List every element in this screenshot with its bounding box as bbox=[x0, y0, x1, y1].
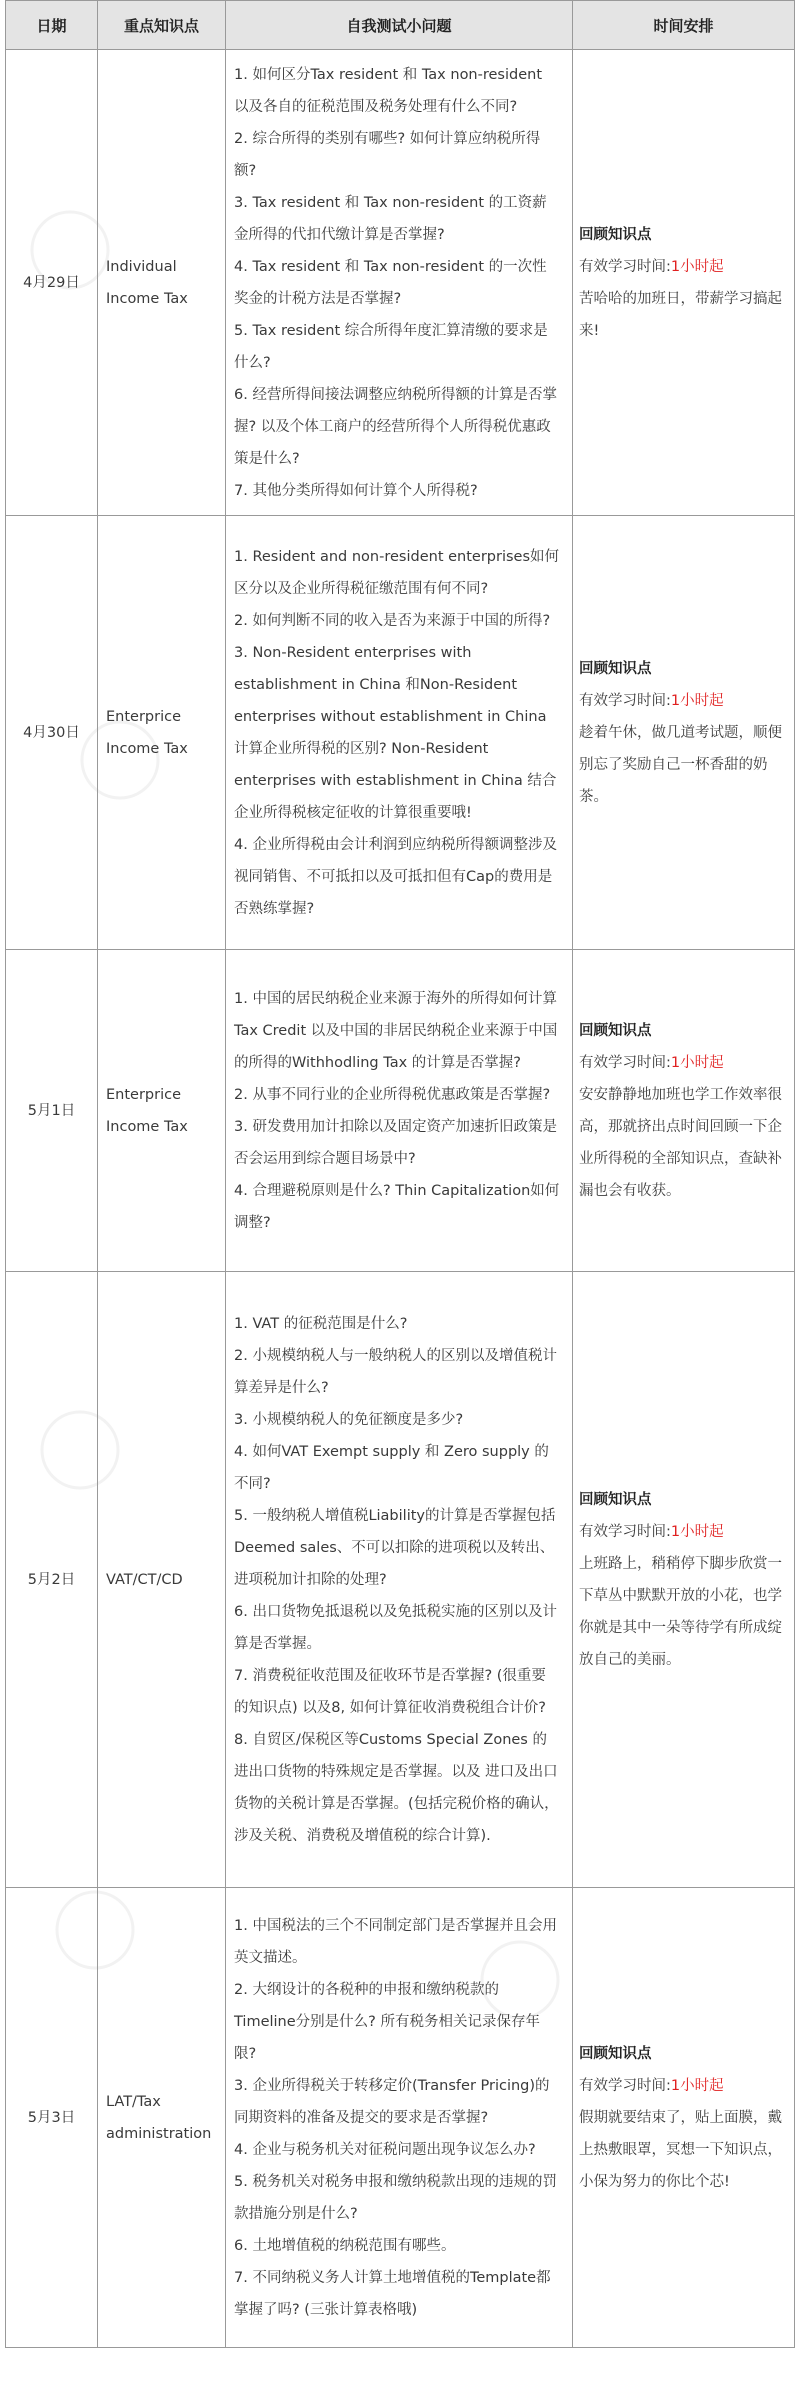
time-value: 1小时起 bbox=[670, 1523, 724, 1540]
table-row bbox=[6, 950, 795, 1272]
row-schedule bbox=[573, 950, 795, 1272]
question-item: 1. VAT 的征税范围是什么? bbox=[234, 1315, 408, 1332]
row-date: 5月2日 bbox=[6, 1272, 98, 1888]
schedule-title: 回顾知识点 bbox=[579, 226, 652, 243]
time-label: 有效学习时间: bbox=[579, 1054, 671, 1071]
question-item: 2. 小规模纳税人与一般纳税人的区别以及增值税计算差异是什么? bbox=[234, 1347, 557, 1396]
time-value: 1小时起 bbox=[670, 2077, 724, 2094]
table-row bbox=[6, 516, 795, 950]
table-row bbox=[6, 1272, 795, 1888]
row-questions bbox=[226, 1272, 573, 1888]
question-item: 2. 如何判断不同的收入是否为来源于中国的所得? bbox=[234, 612, 551, 629]
question-item: 4. 合理避税原则是什么? Thin Capitalization如何调整? bbox=[234, 1182, 560, 1231]
row-schedule bbox=[573, 50, 795, 516]
schedule-title: 回顾知识点 bbox=[579, 1491, 652, 1508]
question-item: 3. 小规模纳税人的免征额度是多少? bbox=[234, 1411, 464, 1428]
table-row bbox=[6, 50, 795, 516]
question-item: 4. 企业所得税由会计利润到应纳税所得额调整涉及视同销售、不可抵扣以及可抵扣但有Cap的费用是否熟练掌握? bbox=[234, 836, 557, 917]
question-item: 5. 一般纳税人增值税Liability的计算是否掌握包括Deemed sales、不可以扣除的进项税以及转出、进项税加计扣除的处理? bbox=[234, 1507, 556, 1588]
question-item: 7. 其他分类所得如何计算个人所得税? bbox=[234, 482, 478, 499]
question-item: 3. Non-Resident enterprises with establishment in China 和Non-Resident enterprises without establishment in China 计算企业所得税的区别? Non-Resident enterprises with establishment in China 结合企业所得税核定征收的计算很重要哦! bbox=[234, 644, 557, 821]
question-item: 1. Resident and non-resident enterprises如何区分以及企业所得税征缴范围有何不同? bbox=[234, 548, 560, 597]
row-date: 5月1日 bbox=[6, 950, 98, 1272]
schedule-note: 安安静静地加班也学工作效率很高，那就挤出点时间回顾一下企业所得税的全部知识点，查缺补漏也会有收获。 bbox=[579, 1086, 782, 1199]
row-topic: Enterprice Income Tax bbox=[98, 950, 226, 1272]
schedule-note: 假期就要结束了，贴上面膜，戴上热敷眼罩，冥想一下知识点，小保为努力的你比个芯! bbox=[579, 2109, 782, 2190]
question-item: 2. 综合所得的类别有哪些? 如何计算应纳税所得额? bbox=[234, 130, 541, 179]
time-label: 有效学习时间: bbox=[579, 692, 671, 709]
row-questions bbox=[226, 950, 573, 1272]
row-questions bbox=[226, 50, 573, 516]
study-time bbox=[579, 2070, 782, 2102]
schedule-note: 上班路上，稍稍停下脚步欣赏一下草丛中默默开放的小花，也学你就是其中一朵等待学有所成绽放自己的美丽。 bbox=[579, 1555, 782, 1668]
question-item: 2. 大纲设计的各税种的申报和缴纳税款的Timeline分别是什么? 所有税务相关记录保存年限? bbox=[234, 1981, 540, 2062]
question-item: 7. 不同纳税义务人计算土地增值税的Template都掌握了吗? (三张计算表格哦) bbox=[234, 2269, 551, 2318]
time-value: 1小时起 bbox=[670, 1054, 724, 1071]
time-value: 1小时起 bbox=[670, 258, 724, 275]
question-item: 5. 税务机关对税务申报和缴纳税款出现的违规的罚款措施分别是什么? bbox=[234, 2173, 557, 2222]
question-item: 7. 消费税征收范围及征收环节是否掌握? (很重要的知识点) 以及8, 如何计算征收消费税组合计价? bbox=[234, 1667, 546, 1716]
row-topic: LAT/Tax administration bbox=[98, 1888, 226, 2348]
study-time bbox=[579, 1516, 782, 1548]
row-date: 4月30日 bbox=[6, 516, 98, 950]
row-schedule bbox=[573, 516, 795, 950]
schedule-note: 趁着午休，做几道考试题，顺便别忘了奖励自己一杯香甜的奶茶。 bbox=[579, 724, 782, 805]
schedule-title: 回顾知识点 bbox=[579, 660, 652, 677]
question-item: 6. 经营所得间接法调整应纳税所得额的计算是否掌握? 以及个体工商户的经营所得个人所得税优惠政策是什么? bbox=[234, 386, 557, 467]
time-label: 有效学习时间: bbox=[579, 2077, 671, 2094]
question-item: 8. 自贸区/保税区等Customs Special Zones 的进出口货物的特殊规定是否掌握。以及 进口及出口货物的关税计算是否掌握。(包括完税价格的确认，涉及关税、消费税及增值税的综合计算). bbox=[234, 1731, 559, 1844]
row-date: 4月29日 bbox=[6, 50, 98, 516]
row-schedule bbox=[573, 1888, 795, 2348]
question-item: 3. 研发费用加计扣除以及固定资产加速折旧政策是否会运用到综合题目场景中? bbox=[234, 1118, 557, 1167]
question-item: 6. 土地增值税的纳税范围有哪些。 bbox=[234, 2237, 456, 2254]
row-topic: Enterprice Income Tax bbox=[98, 516, 226, 950]
header-row bbox=[6, 1, 795, 50]
row-topic: VAT/CT/CD bbox=[98, 1272, 226, 1888]
header-questions: 自我测试小问题 bbox=[226, 1, 573, 50]
study-plan-table bbox=[5, 0, 795, 2348]
study-time bbox=[579, 251, 782, 283]
study-time bbox=[579, 1047, 782, 1079]
row-date: 5月3日 bbox=[6, 1888, 98, 2348]
header-schedule: 时间安排 bbox=[573, 1, 795, 50]
question-item: 1. 中国税法的三个不同制定部门是否掌握并且会用英文描述。 bbox=[234, 1917, 557, 1966]
question-item: 6. 出口货物免抵退税以及免抵税实施的区别以及计算是否掌握。 bbox=[234, 1603, 557, 1652]
time-label: 有效学习时间: bbox=[579, 1523, 671, 1540]
study-time bbox=[579, 685, 782, 717]
time-label: 有效学习时间: bbox=[579, 258, 671, 275]
schedule-title: 回顾知识点 bbox=[579, 2045, 652, 2062]
header-topic: 重点知识点 bbox=[98, 1, 226, 50]
question-item: 4. Tax resident 和 Tax non-resident 的一次性奖金的计税方法是否掌握? bbox=[234, 258, 547, 307]
time-value: 1小时起 bbox=[670, 692, 724, 709]
row-questions bbox=[226, 516, 573, 950]
table-row bbox=[6, 1888, 795, 2348]
schedule-title: 回顾知识点 bbox=[579, 1022, 652, 1039]
question-item: 3. Tax resident 和 Tax non-resident 的工资薪金所得的代扣代缴计算是否掌握? bbox=[234, 194, 547, 243]
question-item: 1. 如何区分Tax resident 和 Tax non-resident 以及各自的征税范围及税务处理有什么不同? bbox=[234, 66, 543, 115]
row-questions bbox=[226, 1888, 573, 2348]
schedule-note: 苦哈哈的加班日，带薪学习搞起来! bbox=[579, 290, 782, 339]
row-schedule bbox=[573, 1272, 795, 1888]
question-item: 4. 企业与税务机关对征税问题出现争议怎么办? bbox=[234, 2141, 536, 2158]
question-item: 1. 中国的居民纳税企业来源于海外的所得如何计算Tax Credit 以及中国的非居民纳税企业来源于中国的所得的Withhodling Tax 的计算是否掌握? bbox=[234, 990, 558, 1071]
question-item: 3. 企业所得税关于转移定价(Transfer Pricing)的同期资料的准备及提交的要求是否掌握? bbox=[234, 2077, 550, 2126]
row-topic: Individual Income Tax bbox=[98, 50, 226, 516]
question-item: 5. Tax resident 综合所得年度汇算清缴的要求是什么? bbox=[234, 322, 548, 371]
question-item: 2. 从事不同行业的企业所得税优惠政策是否掌握? bbox=[234, 1086, 551, 1103]
question-item: 4. 如何VAT Exempt supply 和 Zero supply 的不同? bbox=[234, 1443, 549, 1492]
header-date: 日期 bbox=[6, 1, 98, 50]
